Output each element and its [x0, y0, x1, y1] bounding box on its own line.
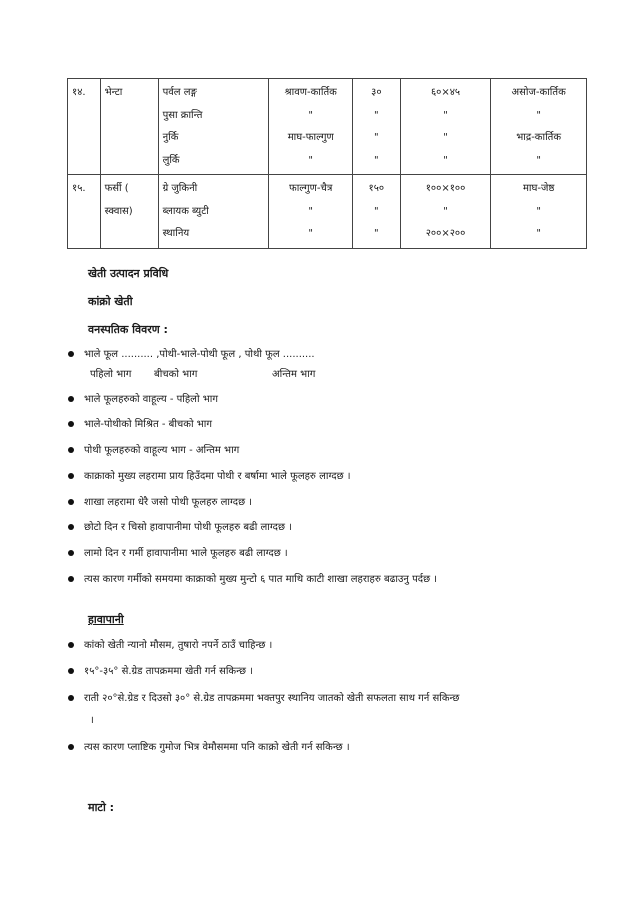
days-value: ३० " " " [352, 79, 400, 175]
bullet-icon [68, 473, 74, 479]
days-value: १५० " " [352, 175, 400, 249]
bullet-icon [68, 447, 74, 453]
sub-label: बीचको भाग [154, 369, 198, 380]
list-item: त्यस कारण गर्मीको समयमा काक्राको मुख्य मुन्टो ६ पात माथि काटी शाखा लहराहरु बढाउनु पर्दछ । [68, 571, 437, 585]
table-row [68, 79, 587, 175]
section-heading-soil: माटो : [88, 801, 115, 814]
crop-name: फर्सी ( स्क्वास) [100, 175, 158, 249]
list-item: छोटो दिन र चिसो हावापानीमा पोथी फूलहरु बढी लाग्दछ । [68, 519, 292, 533]
wrapped-line: । [90, 715, 94, 726]
list-item: भाले फूल .......... ,पोथी-भाले-पोथी फूल , पोथी फूल .......... [68, 346, 315, 360]
spacing-value: ६०×४५ " " " [400, 79, 491, 175]
row-number: १५. [68, 175, 101, 249]
variety-list: पर्वल लङ्ग पुसा क्रान्ति नुर्कि लुर्कि [158, 79, 269, 175]
spacing-value: १००×१०० " २००×२०० [400, 175, 491, 249]
bullet-icon [68, 576, 74, 582]
row-number: १४. [68, 79, 101, 175]
bullet-icon [68, 668, 74, 674]
table-row [68, 175, 587, 249]
crop-name: भेन्टा [100, 79, 158, 175]
bullet-icon [68, 550, 74, 556]
list-item: त्यस कारण प्लाष्टिक गुमोज भित्र वेमौसममा पनि काक्रो खेती गर्न सकिन्छ । [68, 739, 350, 753]
list-item: लामो दिन र गर्मी हावापानीमा भाले फूलहरु बढी लाग्दछ । [68, 545, 288, 559]
section-heading-production: खेती उत्पादन प्रविधि [88, 267, 169, 280]
bullet-icon [68, 695, 74, 701]
list-item: कांको खेती न्यानो मौसम, तुषारो नपर्ने ठाउँ चाहिन्छ । [68, 637, 272, 651]
bullet-icon [68, 421, 74, 427]
list-item: काक्राको मुख्य लहरामा प्राय हिउँदमा पोथी र बर्षामा भाले फूलहरु लाग्दछ । [68, 468, 351, 482]
list-item: १५°-३५° से.ग्रेड तापक्रममा खेती गर्न सकिन्छ । [68, 663, 253, 677]
list-item: पोथी फूलहरुको वाहूल्य भाग - अन्तिम भाग [68, 442, 239, 456]
bullet-icon [68, 499, 74, 505]
bullet-icon [68, 642, 74, 648]
list-item: शाखा लहरामा धेरै जसो पोथी फूलहरु लाग्दछ । [68, 494, 252, 508]
bullet-icon [68, 524, 74, 530]
list-item: राती २०°से.ग्रेड र दिउसो ३०° से.ग्रेड तापक्रममा भक्तपुर स्थानिय जातको खेती सफलता साथ गर्न सकिन्छ [68, 690, 459, 704]
sowing-season: श्रावण-कार्तिक " माघ-फाल्गुण " [269, 79, 352, 175]
list-item: भाले फूलहरुको वाहूल्य - पहिलो भाग [68, 391, 218, 405]
list-item: भाले-पोथीको मिश्रित - बीचको भाग [68, 416, 212, 430]
sub-label: पहिलो भाग [90, 369, 132, 380]
bullet-icon [68, 744, 74, 750]
section-heading-climate: हावापानी [88, 613, 124, 626]
harvest-season: असोज-कार्तिक " भाद्र-कार्तिक " [491, 79, 587, 175]
section-heading-botanical: वनस्पतिक विवरण : [88, 323, 168, 336]
bullet-icon [68, 396, 74, 402]
section-heading-cucumber: कांक्रो खेती [88, 295, 133, 308]
sub-label: अन्तिम भाग [272, 369, 316, 380]
harvest-season: माघ-जेष्ठ " " [491, 175, 587, 249]
bullet-icon [68, 351, 74, 357]
sowing-season: फाल्गुण-चैत्र " " [269, 175, 352, 249]
variety-list: ग्रे जुकिनी ब्लायक ब्युटी स्थानिय [158, 175, 269, 249]
crop-table [67, 78, 587, 249]
